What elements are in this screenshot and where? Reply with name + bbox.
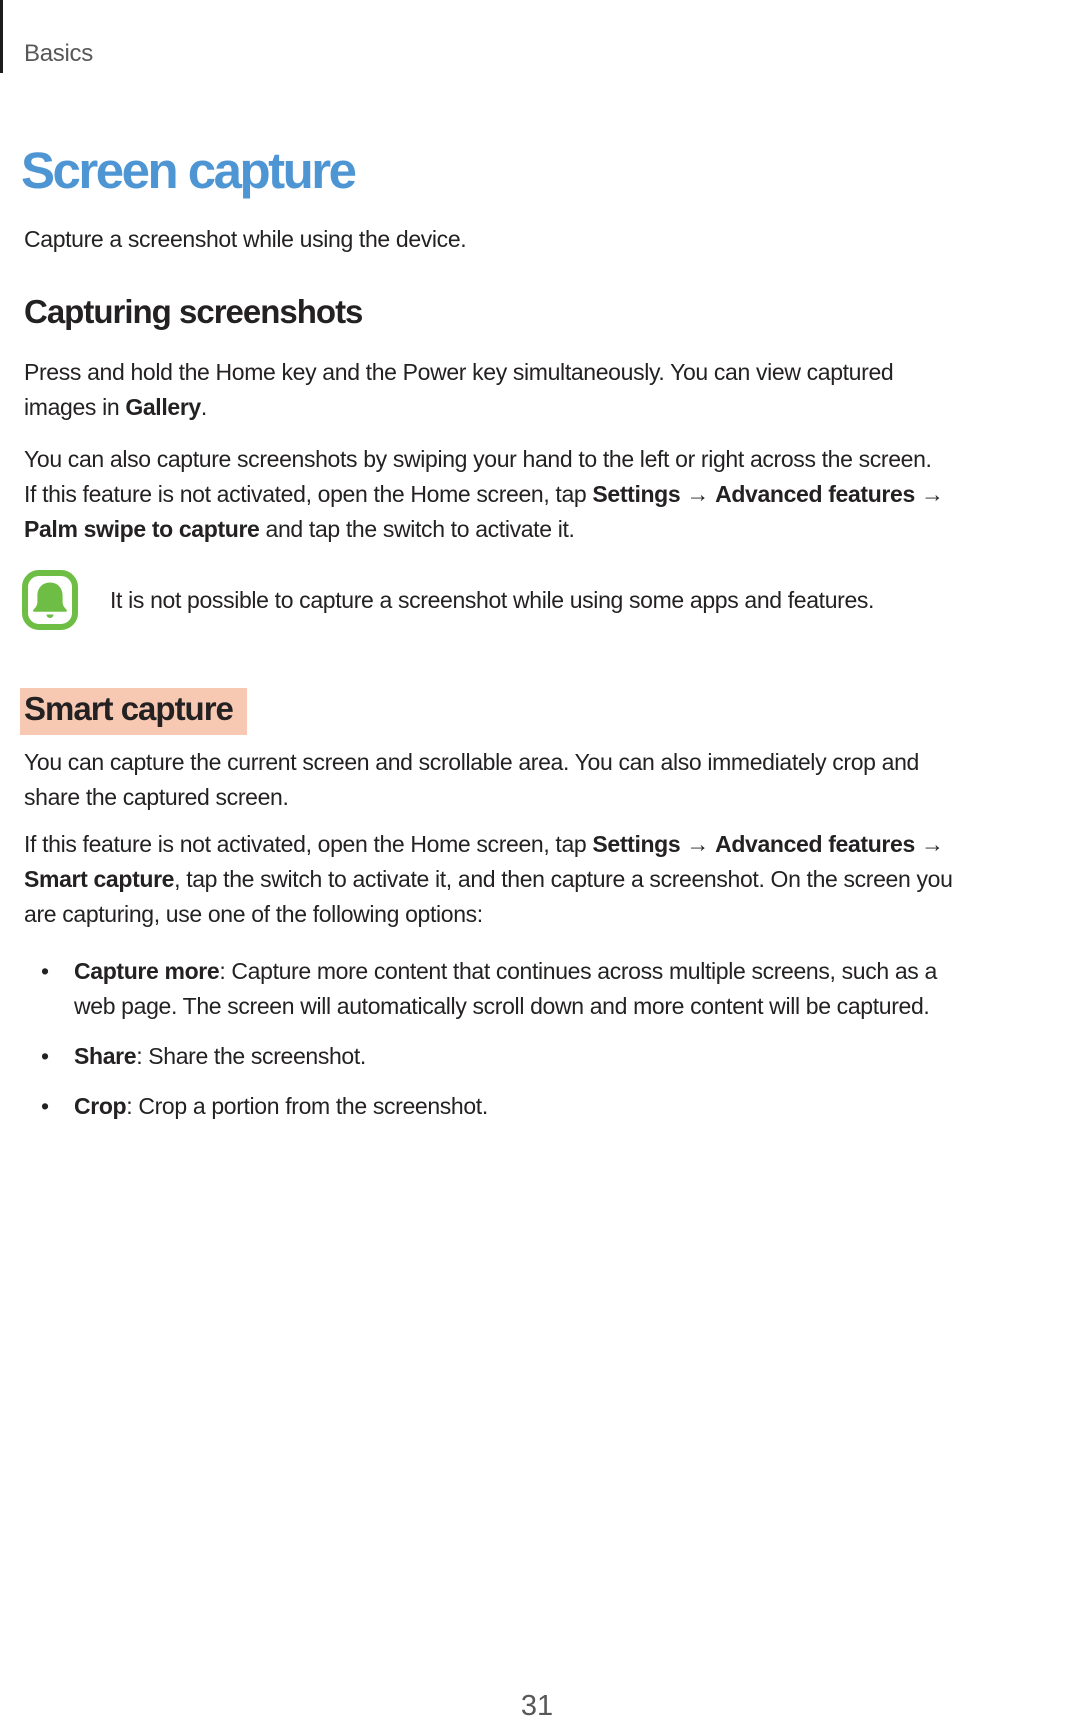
- note-callout: [22, 570, 1052, 630]
- section-heading-smart-capture-wrap: [20, 688, 247, 735]
- section-heading-smart-capture: Smart capture: [20, 688, 247, 735]
- chapter-rule: [0, 0, 3, 73]
- paragraph-capturing-1: Press and hold the Home key and the Power key simultaneously. You can view captured images in Gallery.: [24, 359, 894, 420]
- paragraph-capturing-2: You can also capture screenshots by swiping your hand to the left or right across the screen. If this feature is not activated, open the Home screen, tap Settings → Advanced features → Palm swipe to capture and tap the switch to activate it.: [24, 446, 944, 542]
- list-item-text: Capture more: Capture more content that continues across multiple screens, such as a web page. The screen will automatically scroll down and more content will be captured.: [74, 958, 937, 1019]
- list-item: [24, 1039, 1064, 1074]
- list-item: [24, 954, 1064, 1024]
- bullet-dot-icon: •: [41, 958, 50, 984]
- list-item: [24, 1089, 1064, 1124]
- paragraph-smart-2: If this feature is not activated, open the Home screen, tap Settings → Advanced features → Smart capture, tap the switch to activate it, and then capture a screenshot. On the screen you are capturing, use one of the following options:: [24, 831, 953, 927]
- paragraph-smart-1: You can capture the current screen and scrollable area. You can also immediately crop and share the captured screen.: [24, 749, 919, 810]
- note-text: It is not possible to capture a screenshot while using some apps and features.: [110, 586, 875, 613]
- bullet-dot-icon: •: [41, 1043, 50, 1069]
- section-heading-capturing-screenshots: Capturing screenshots: [24, 293, 363, 330]
- page-number: 31: [520, 1690, 554, 1722]
- bullet-dot-icon: •: [41, 1093, 50, 1119]
- options-list: [24, 954, 1064, 1124]
- breadcrumb: Basics: [24, 40, 93, 67]
- notification-bell-icon: [22, 570, 78, 630]
- page-title: Screen capture: [21, 142, 355, 199]
- list-item-text: Crop: Crop a portion from the screenshot.: [74, 1093, 488, 1119]
- intro-text: Capture a screenshot while using the device.: [24, 226, 467, 252]
- list-item-text: Share: Share the screenshot.: [74, 1043, 366, 1069]
